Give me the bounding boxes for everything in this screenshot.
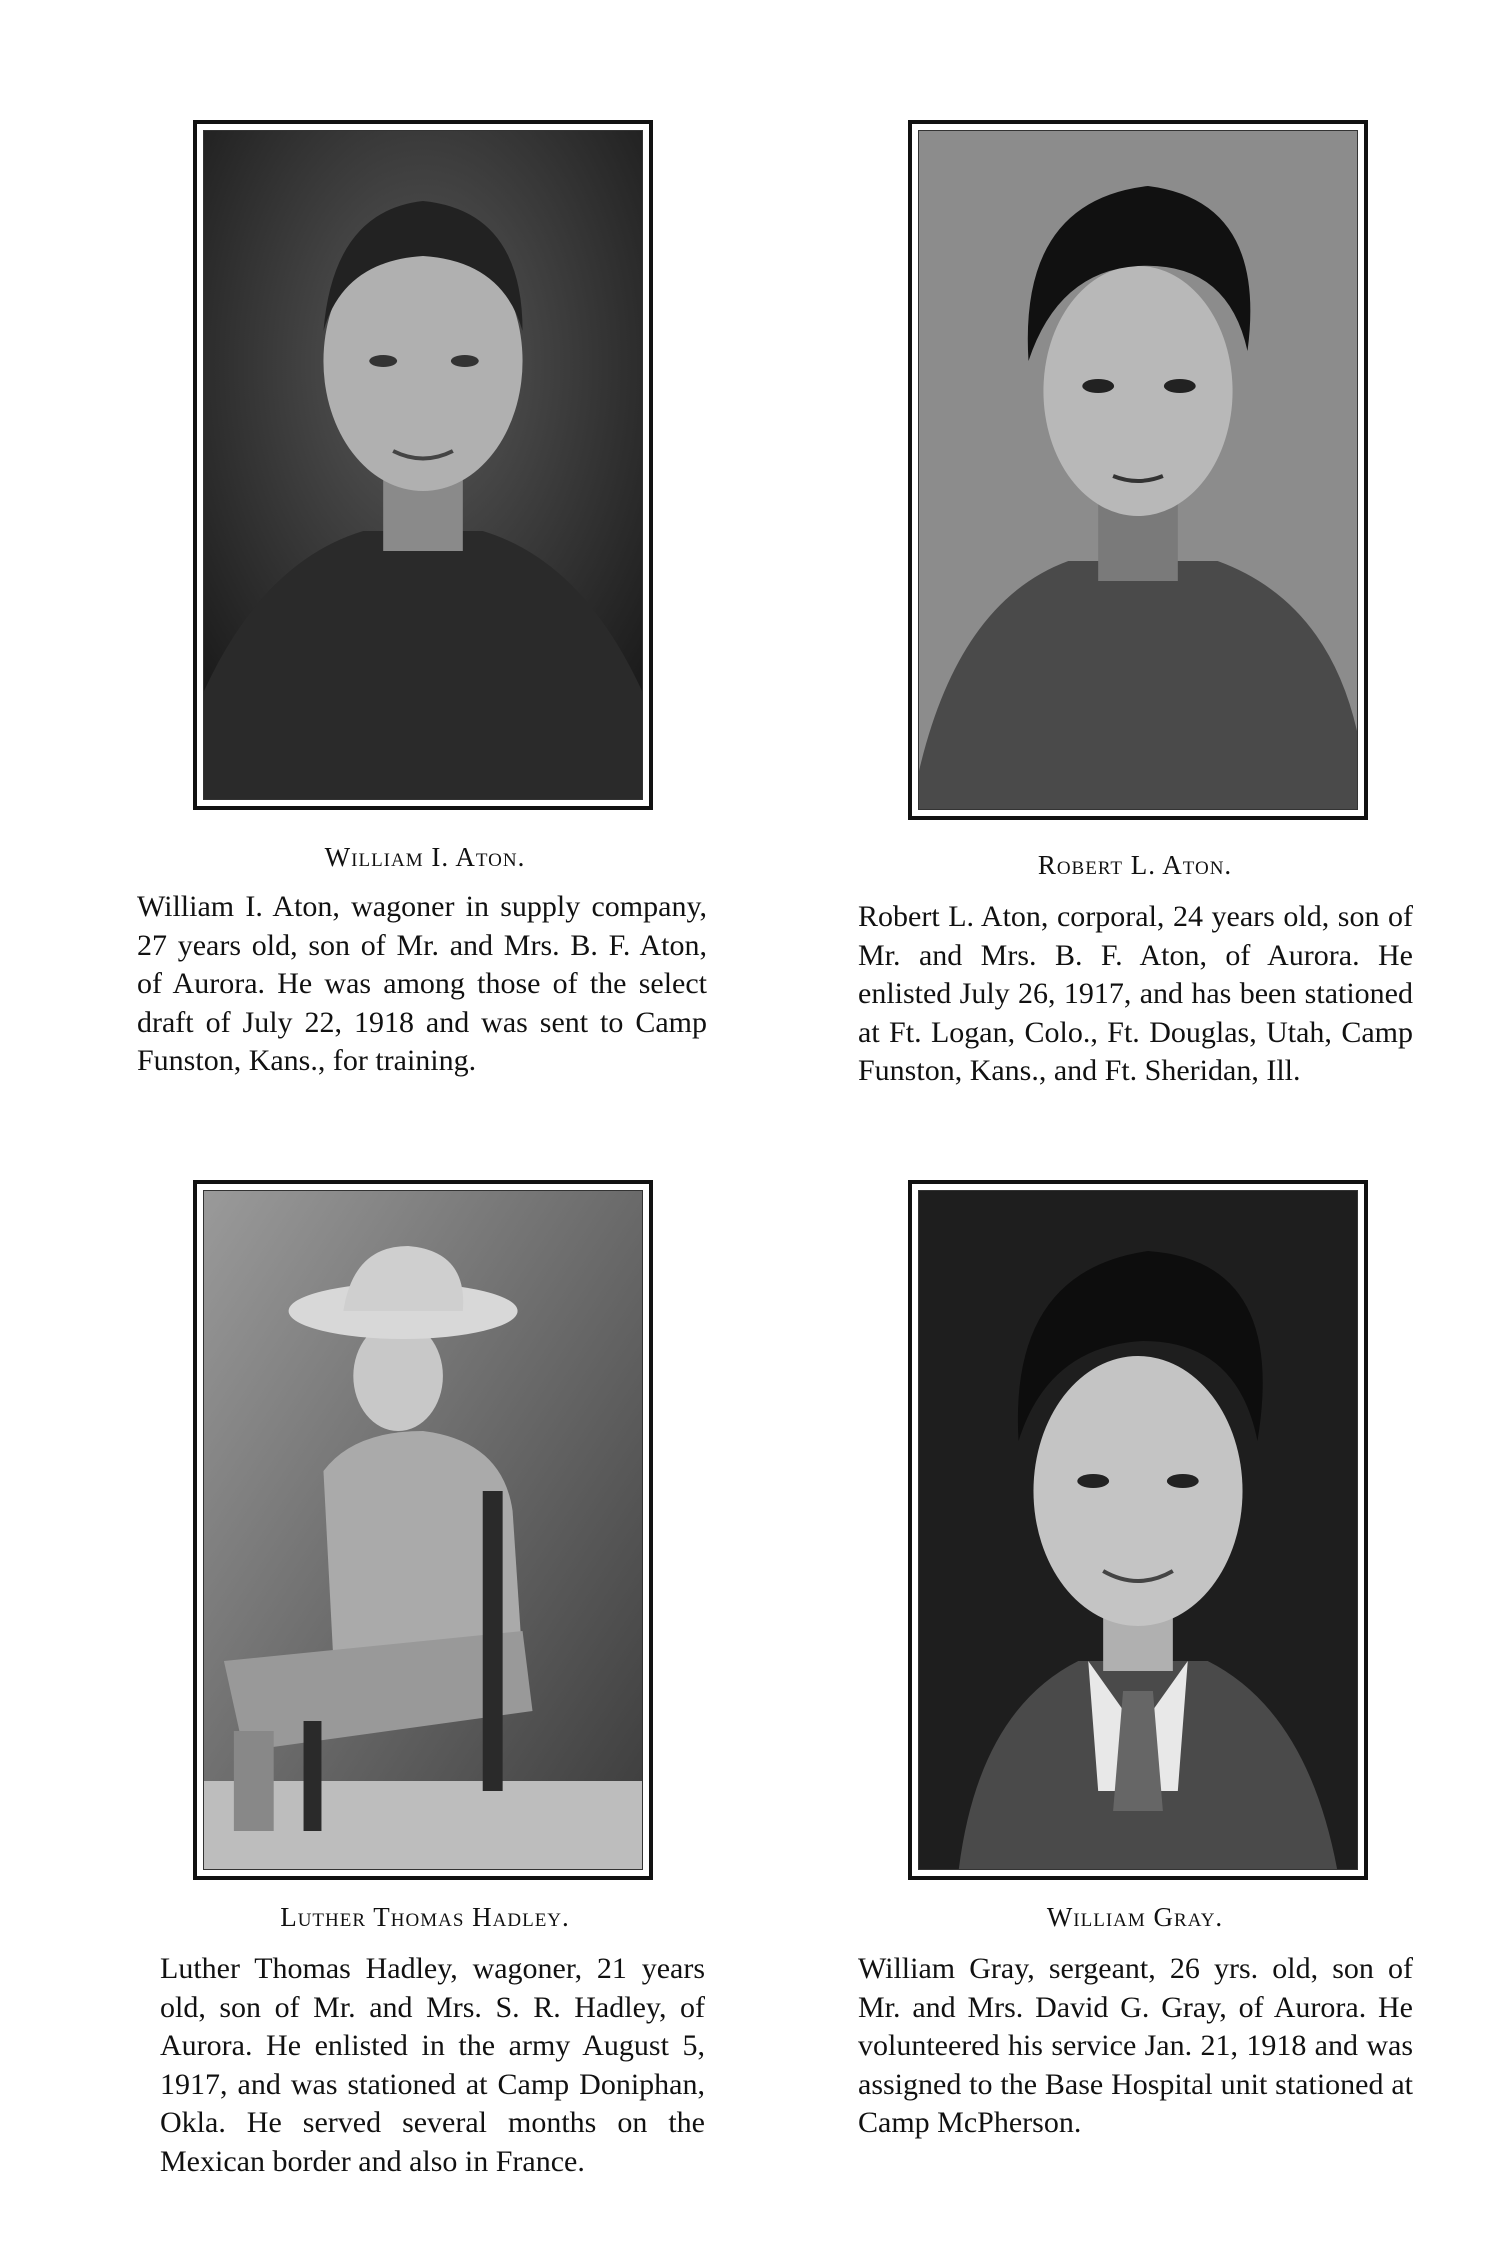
caption-bio: Robert L. Aton, corporal, 24 years old, son of Mr. and Mrs. B. F. Aton, of Aurora. He enlisted July 26, 1917, and has been stationed at Ft. Logan, Colo., Ft. Douglas, Utah, Camp Funston, Kans., and Ft. Sheridan, Ill. (858, 900, 1413, 1087)
portrait-image (203, 130, 643, 800)
caption-bio: William Gray, sergeant, 26 yrs. old, son of Mr. and Mrs. David G. Gray, of Aurora. He volunteered his service Jan. 21, 1918 and was assigned to the Base Hospital unit stationed at Camp McPherson. (858, 1952, 1413, 2139)
caption-name: William I. Aton. (324, 842, 526, 872)
portrait-william-i-aton (193, 120, 653, 810)
portrait-robert-l-aton (908, 120, 1368, 820)
portrait-image (918, 130, 1358, 810)
portrait-william-gray (908, 1180, 1368, 1880)
portrait-image (203, 1190, 643, 1870)
caption-name: Luther Thomas Hadley. (280, 1902, 570, 1932)
caption-name: Robert L. Aton. (1037, 850, 1233, 880)
caption-bio: William I. Aton, wagoner in supply company, 27 years old, son of Mr. and Mrs. B. F. Aton, of Aurora. He was among those of the select draft of July 22, 1918 and was sent to Camp Funston, Kans., for training. (137, 890, 707, 1077)
portrait-image (918, 1190, 1358, 1870)
caption-name: William Gray. (1046, 1902, 1224, 1932)
caption-bio: Luther Thomas Hadley, wagoner, 21 years old, son of Mr. and Mrs. S. R. Hadley, of Aurora. He enlisted in the army August 5, 1917, and was stationed at Camp Doniphan, Okla. He served several months on the Mexican border and also in France. (160, 1952, 705, 2178)
portrait-luther-thomas-hadley (193, 1180, 653, 1880)
